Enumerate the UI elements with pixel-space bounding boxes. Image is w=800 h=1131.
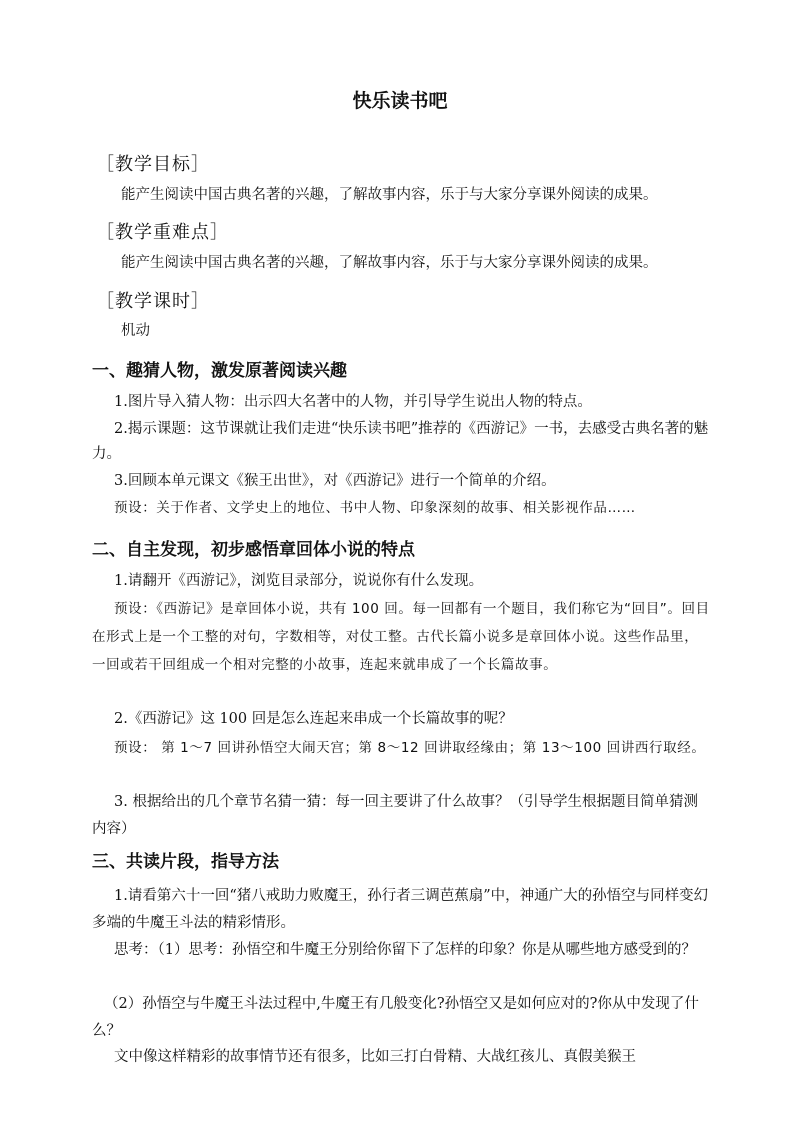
s3-paragraph-4: 文中像这样精彩的故事情节还有很多，比如三打白骨精、大战红孩儿、真假美猴王 (114, 1049, 636, 1065)
key-heading: ［教学重难点］ (96, 222, 229, 243)
time-text: 机动 (121, 323, 150, 339)
section-3-heading: 三、共读片段，指导方法 (92, 852, 279, 872)
key-text: 能产生阅读中国古典名著的兴趣，了解故事内容，乐于与大家分享课外阅读的成果。 (121, 255, 658, 271)
goal-text: 能产生阅读中国古典名著的兴趣，了解故事内容，乐于与大家分享课外阅读的成果。 (121, 187, 658, 203)
s3-paragraph-3: （2）孙悟空与牛魔王斗法过程中,牛魔王有几般变化?孙悟空又是如何应对的?你从中发现了什么？ (92, 996, 699, 1039)
s2-paragraph-1: 1.请翻开《西游记》，浏览目录部分，说说你有什么发现。 (114, 573, 484, 589)
s3-paragraph-1: 1.请看第六十一回“猪八戒助力败魔王，孙行者三调芭蕉扇”中，神通广大的孙悟空与同样变幻多端的牛魔王斗法的精彩情形。 (92, 888, 709, 931)
s2-paragraph-5: 3. 根据给出的几个章节名猜一猜：每一回主要讲了什么故事？（引导学生根据题目简单猜测内容） (92, 794, 698, 837)
time-heading: ［教学课时］ (96, 291, 210, 312)
s2-paragraph-3: 2.《西游记》这 100 回是怎么连起来串成一个长篇故事的呢？ (114, 711, 513, 727)
s3-paragraph-2: 思考：（1）思考：孙悟空和牛魔王分别给你留下了怎样的印象？你是从哪些地方感受到的？ (114, 942, 696, 958)
section-2-heading: 二、自主发现，初步感悟章回体小说的特点 (92, 540, 415, 560)
goal-heading: ［教学目标］ (96, 154, 210, 175)
s1-paragraph-1: 1.图片导入猜人物：出示四大名著中的人物，并引导学生说出人物的特点。 (114, 394, 592, 410)
s1-paragraph-3: 3.回顾本单元课文《猴王出世》，对《西游记》进行一个简单的介绍。 (114, 473, 556, 489)
s2-paragraph-2: 预设：《西游记》是章回体小说，共有 100 回。每一回都有一个题目，我们称它为“回目”。回目在形式上是一个工整的对句，字数相等，对仗工整。古代长篇小说多是章回体小说。这些作品里，一回或若干回组成一个相对完整的小故事，连起来就串成了一个长篇故事。 (92, 601, 710, 673)
s2-paragraph-4: 预设： 第 1～7 回讲孙悟空大闹天宫；第 8～12 回讲取经缘由；第 13～100 回讲西行取经。 (114, 740, 706, 756)
page-title: 快乐读书吧 (352, 90, 448, 112)
section-1-heading: 一、趣猜人物，激发原著阅读兴趣 (92, 361, 347, 381)
s1-paragraph-4: 预设：关于作者、文学史上的地位、书中人物、印象深刻的故事、相关影视作品…… (114, 500, 636, 516)
s1-paragraph-2: 2.揭示课题：这节课就让我们走进“快乐读书吧”推荐的《西游记》一书，去感受古典名著的魅力。 (92, 421, 709, 462)
